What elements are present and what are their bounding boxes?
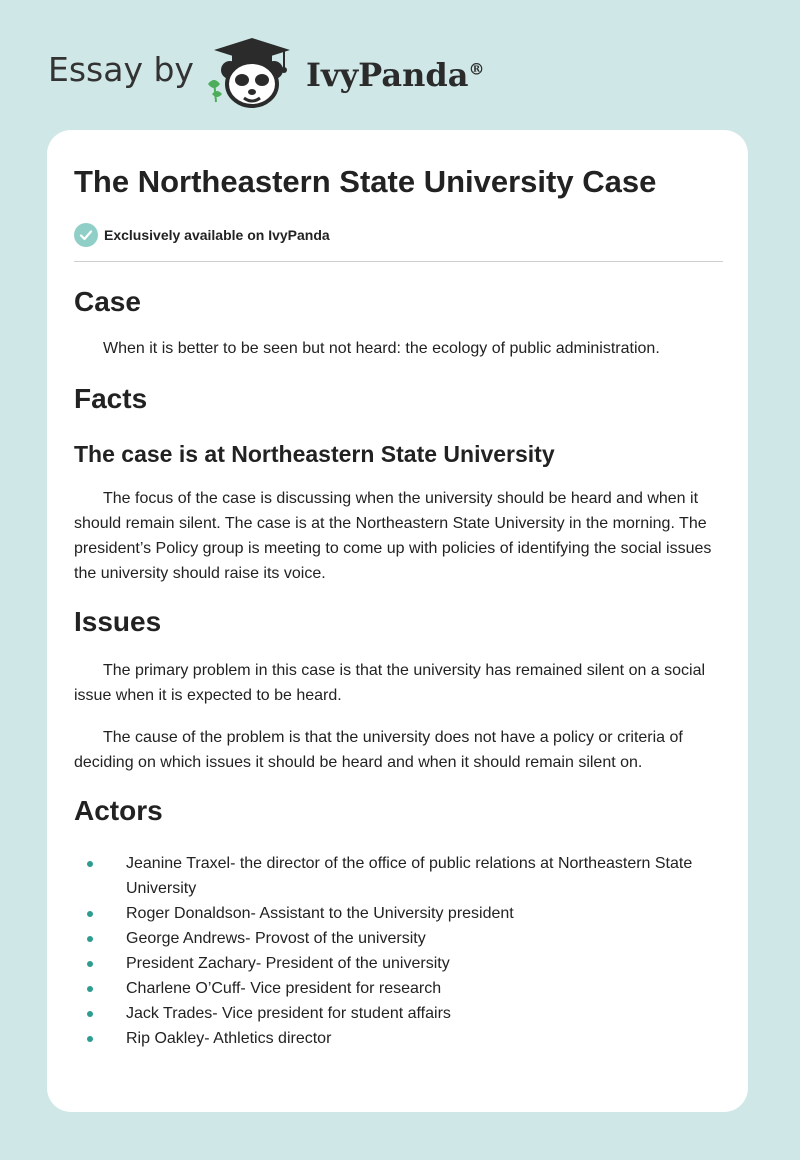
case-paragraph: When it is better to be seen but not heard: the ecology of public administration. <box>103 340 660 357</box>
bullet-icon <box>87 1036 93 1042</box>
list-item: George Andrews- Provost of the university <box>74 926 723 951</box>
brand-name: IvyPanda® <box>306 56 485 94</box>
list-item: Jack Trades- Vice president for student affairs <box>74 1001 723 1026</box>
bullet-icon <box>87 986 93 992</box>
list-item: Rip Oakley- Athletics director <box>74 1026 723 1051</box>
bullet-icon <box>87 1011 93 1017</box>
exclusive-badge <box>74 222 330 248</box>
facts-paragraph: The focus of the case is discussing when the university should be heard and when it should remain silent. The case is at the Northeastern State University in the morning. The president’s Policy group is meeting to come up with policies of identifying the social issues the university should raise its voice. <box>74 490 712 582</box>
list-item: Charlene O’Cuff- Vice president for research <box>74 976 723 1001</box>
essay-by-label: Essay by <box>48 50 194 89</box>
issues-paragraph-2: The cause of the problem is that the university does not have a policy or criteria of deciding on which issues it should be heard and when it should remain silent on. <box>74 729 683 771</box>
divider <box>74 261 723 262</box>
list-item: Roger Donaldson- Assistant to the University president <box>74 901 723 926</box>
exclusive-label: Exclusively available on IvyPanda <box>104 227 330 243</box>
site-header <box>48 36 548 116</box>
facts-subheading: The case is at Northeastern State University <box>74 441 555 467</box>
issues-paragraph-1: The primary problem in this case is that the university has remained silent on a social issue when it is expected to be heard. <box>74 662 706 704</box>
actors-list <box>74 851 723 1051</box>
actors-heading: Actors <box>74 795 163 826</box>
list-item: President Zachary- President of the university <box>74 951 723 976</box>
page-title: The Northeastern State University Case <box>74 164 657 199</box>
bullet-icon <box>87 961 93 967</box>
list-item: Jeanine Traxel- the director of the office of public relations at Northeastern State University <box>74 851 723 901</box>
panda-graduation-cap-icon <box>200 36 296 110</box>
bullet-icon <box>87 911 93 917</box>
issues-heading: Issues <box>74 606 162 637</box>
case-heading: Case <box>74 286 141 317</box>
facts-heading: Facts <box>74 383 148 414</box>
bullet-icon <box>87 861 93 867</box>
essay-card <box>47 130 748 1112</box>
check-icon <box>74 223 98 247</box>
article-body <box>74 280 723 1051</box>
bullet-icon <box>87 936 93 942</box>
